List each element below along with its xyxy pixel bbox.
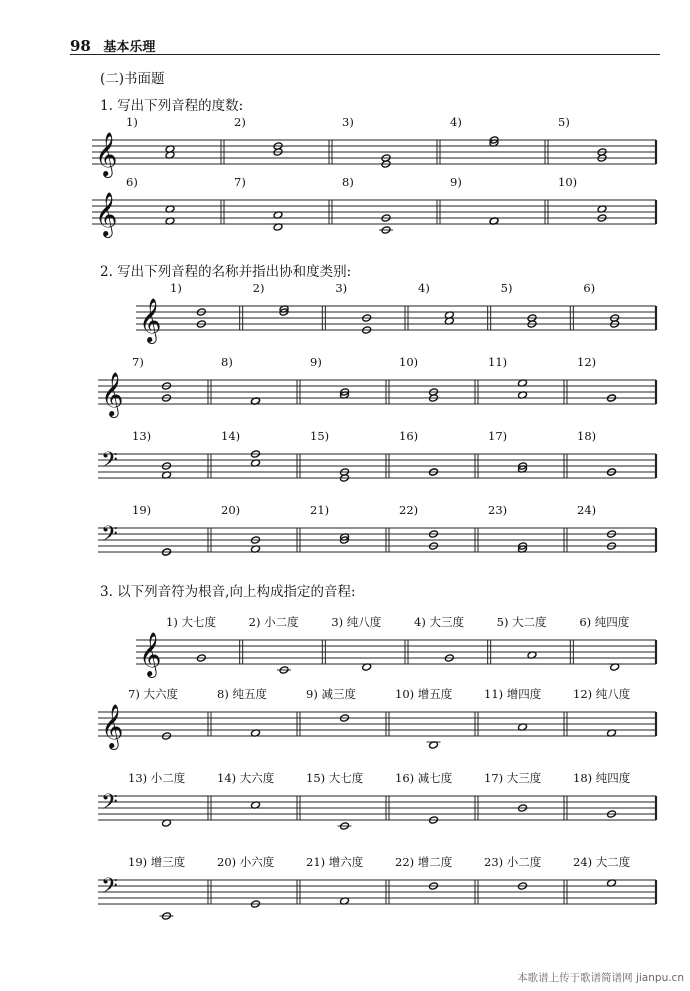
interval-label: 1) [126,115,138,129]
interval-label: 9) [450,175,462,189]
question-3: 3. 以下列音符为根音,向上构成指定的音程: [100,584,356,600]
interval-label: 12) [577,355,597,369]
interval-label: 1) 大七度 [166,615,216,629]
interval-label: 14) [221,429,241,443]
interval-label: 5) [558,115,570,129]
question-2: 2. 写出下列音程的名称并指出协和度类别: [100,264,352,280]
interval-label: 4) 大三度 [414,615,464,629]
interval-label: 2) [252,281,265,295]
interval-label: 20) 小六度 [217,855,275,869]
interval-label: 21) [310,503,330,517]
treble-clef-icon: 𝄞 [139,632,162,676]
bass-clef-icon: 𝄢 [101,448,118,478]
interval-label: 2) [234,115,246,129]
interval-label: 11) 增四度 [484,687,542,701]
bass-clef-icon: 𝄢 [101,522,118,552]
interval-label: 15) 大七度 [306,771,364,785]
interval-label: 7) 大六度 [128,687,178,701]
interval-label: 7) [132,355,144,369]
interval-label: 8) [221,355,233,369]
treble-clef-icon: 𝄞 [95,132,118,176]
interval-label: 21) 增六度 [306,855,364,869]
interval-label: 3) 纯八度 [331,615,382,629]
interval-label: 13) [132,429,152,443]
question-1: 1. 写出下列音程的度数: [100,98,244,114]
interval-label: 24) [577,503,597,517]
interval-label: 23) [488,503,508,517]
bass-clef-icon: 𝄢 [101,790,118,820]
interval-label: 16) 减七度 [395,771,453,785]
interval-label: 9) [310,355,322,369]
interval-label: 15) [310,429,330,443]
header-title: 基本乐理 [103,40,156,55]
treble-clef-icon: 𝄞 [101,372,124,416]
interval-label: 6) [126,175,138,189]
interval-label: 22) 增二度 [395,855,453,869]
footer-watermark: 本歌谱上传于歌谱简谱网 jianpu.cn [517,972,684,984]
interval-label: 5) 大二度 [496,615,547,629]
page-number: 98 [70,37,91,55]
bass-clef-icon: 𝄢 [101,874,118,904]
interval-label: 6) [583,281,596,295]
interval-label: 17) [488,429,508,443]
interval-label: 4) [418,281,430,295]
treble-clef-icon: 𝄞 [101,704,124,748]
interval-label: 20) [221,503,241,517]
interval-label: 10) [399,355,419,369]
interval-label: 8) [342,175,354,189]
interval-label: 5) [500,281,513,295]
interval-label: 19) [132,503,152,517]
interval-label: 10) [558,175,578,189]
interval-label: 22) [399,503,419,517]
interval-label: 2) 小二度 [248,615,299,629]
interval-label: 12) 纯八度 [573,687,631,701]
interval-label: 24) 大二度 [573,855,631,869]
interval-label: 19) 增三度 [128,855,186,869]
interval-label: 13) 小二度 [128,771,186,785]
interval-label: 1) [170,281,182,295]
interval-label: 17) 大三度 [484,771,542,785]
treble-clef-icon: 𝄞 [95,192,118,236]
interval-label: 3) [335,281,348,295]
interval-label: 16) [399,429,419,443]
interval-label: 8) 纯五度 [217,687,267,701]
interval-label: 10) 增五度 [395,687,453,701]
interval-label: 4) [450,115,462,129]
interval-label: 14) 大六度 [217,771,275,785]
section-title: (二)书面题 [100,71,165,87]
interval-label: 6) 纯四度 [579,615,630,629]
treble-clef-icon: 𝄞 [139,298,162,342]
interval-label: 7) [234,175,246,189]
interval-label: 23) 小二度 [484,855,542,869]
interval-label: 3) [342,115,354,129]
interval-label: 18) 纯四度 [573,771,631,785]
interval-label: 11) [488,355,508,369]
interval-label: 9) 减三度 [306,687,356,701]
interval-label: 18) [577,429,597,443]
